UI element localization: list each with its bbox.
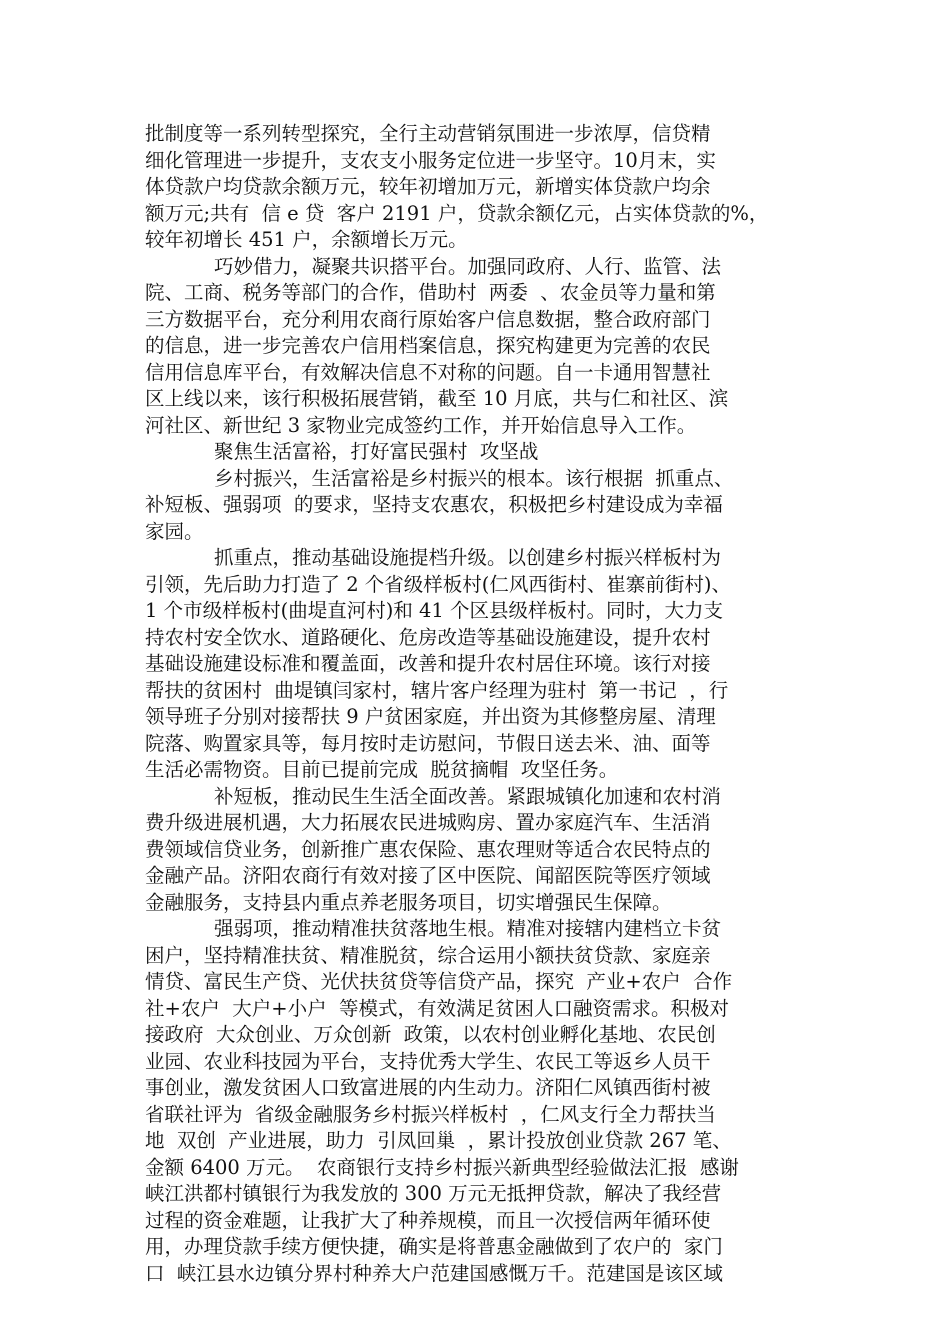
body-text-line: 巧妙借力，凝聚共识搭平台。加强同政府、人行、监管、法 xyxy=(214,254,722,278)
body-text-line: 金额 6400 万元。 农商银行支持乡村振兴新典型经验做法汇报 感谢 xyxy=(145,1155,739,1179)
body-text-line: 事创业，激发贫困人口致富进展的内生动力。济阳仁风镇西街村被 xyxy=(145,1076,711,1099)
body-text-line: 补短板、强弱项 的要求，坚持支农惠农，积极把乡村建设成为幸福 xyxy=(145,493,723,516)
body-text-line: 的信息，进一步完善农户信用档案信息，探究构建更为完善的农民 xyxy=(145,334,711,357)
body-text-line: 峡江洪都村镇银行为我发放的 300 万元无抵押贷款，解决了我经营 xyxy=(145,1182,722,1205)
body-text-line: 业园、农业科技园为平台，支持优秀大学生、农民工等返乡人员干 xyxy=(145,1049,711,1073)
body-text-line: 引领，先后助力打造了 2 个省级样板村(仁风西街村、崔寨前街村)、 xyxy=(145,572,732,596)
body-text-line: 细化管理进一步提升，支农支小服务定位进一步坚守。10月末，实 xyxy=(145,148,716,172)
body-text-line: 用，办理贷款手续方便快捷，确实是将普惠金融做到了农户的 家门 xyxy=(145,1235,723,1258)
body-text-line: 乡村振兴，生活富裕是乡村振兴的根本。该行根据 抓重点、 xyxy=(214,466,734,490)
body-text-line: 家园。 xyxy=(145,519,204,543)
body-text-line: 金融产品。济阳农商行有效对接了区中医院、闻韶医院等医疗领域 xyxy=(145,864,711,887)
body-text-line: 院、工商、税务等部门的合作，借助村 两委 、农金员等力量和第 xyxy=(145,281,716,304)
body-text-line: 地 双创 产业进展，助力 引凤回巢 ，累计投放创业贷款 267 笔、 xyxy=(145,1129,732,1152)
body-text-line: 河社区、新世纪 3 家物业完成签约工作，并开始信息导入工作。 xyxy=(145,413,697,437)
body-text-line: 强弱项，推动精准扶贫落地生根。精准对接辖内建档立卡贫 xyxy=(214,917,722,940)
body-text-line: 领导班子分别对接帮扶 9 户贫困家庭，并出资为其修整房屋、清理 xyxy=(145,705,716,728)
body-text-line: 困户，坚持精准扶贫、精准脱贫，综合运用小额扶贫贷款、家庭亲 xyxy=(145,943,711,967)
body-text-line: 费领域信贷业务，创新推广惠农保险、惠农理财等适合农民特点的 xyxy=(145,837,711,861)
body-text-line: 三方数据平台，充分利用农商行原始客户信息数据，整合政府部门 xyxy=(145,307,711,331)
body-text-line: 区上线以来，该行积极拓展营销，截至 10 月底，共与仁和社区、滨 xyxy=(145,387,729,410)
body-text-line: 批制度等一系列转型探究，全行主动营销氛围进一步浓厚，信贷精 xyxy=(145,122,711,145)
body-text-line: 接政府 大众创业、万众创新 政策，以农村创业孵化基地、农民创 xyxy=(145,1023,716,1046)
body-text-line: 体贷款户均贷款余额万元，较年初增加万元，新增实体贷款户均余 xyxy=(145,175,711,198)
body-text-line: 过程的资金难题，让我扩大了种养规模，而且一次授信两年循环使 xyxy=(145,1208,711,1232)
body-text-line: 院落、购置家具等，每月按时走访慰问，节假日送去米、油、面等 xyxy=(145,731,711,755)
body-text-line: 信用信息库平台，有效解决信息不对称的问题。自一卡通用智慧社 xyxy=(145,360,711,384)
body-text-line: 持农村安全饮水、道路硬化、危房改造等基础设施建设，提升农村 xyxy=(145,625,711,649)
body-text-line: 省联社评为 省级金融服务乡村振兴样板村 ，仁风支行全力帮扶当 xyxy=(145,1102,716,1126)
body-text-line: 额万元;共有 信 e 贷 客户 2191 户，贷款余额亿元，占实体贷款的%， xyxy=(145,201,769,225)
body-text-line: 金融服务，支持县内重点养老服务项目，切实增强民生保障。 xyxy=(145,890,672,914)
body-text-line: 社+农户 大户+小户 等模式，有效满足贫困人口融资需求。积极对 xyxy=(145,996,729,1020)
document-page xyxy=(145,121,815,1287)
body-text-line: 帮扶的贫困村 曲堤镇闫家村，辖片客户经理为驻村 第一书记 ，行 xyxy=(145,678,729,702)
body-text-line: 抓重点，推动基础设施提档升级。以创建乡村振兴样板村为 xyxy=(214,546,722,569)
body-text-line: 费升级进展机遇，大力拓展农民进城购房、置办家庭汽车、生活消 xyxy=(145,811,711,834)
body-text-line: 补短板，推动民生生活全面改善。紧跟城镇化加速和农村消 xyxy=(214,784,722,808)
body-text-line: 情贷、富民生产贷、光伏扶贫贷等信贷产品，探究 产业+农户 合作 xyxy=(145,970,733,993)
body-text-line: 聚焦生活富裕，打好富民强村 攻坚战 xyxy=(214,440,539,463)
body-text-line: 基础设施建设标准和覆盖面，改善和提升农村居住环境。该行对接 xyxy=(145,652,711,675)
body-text-line: 生活必需物资。目前已提前完成 脱贫摘帽 攻坚任务。 xyxy=(145,758,619,781)
body-text-line: 1 个市级样板村(曲堤直河村)和 41 个区县级样板村。同时，大力支 xyxy=(145,599,724,622)
body-text-line: 较年初增长 451 户，余额增长万元。 xyxy=(145,228,468,251)
body-text-line: 口 峡江县水边镇分界村种养大户范建国感慨万千。范建国是该区域 xyxy=(145,1261,723,1285)
